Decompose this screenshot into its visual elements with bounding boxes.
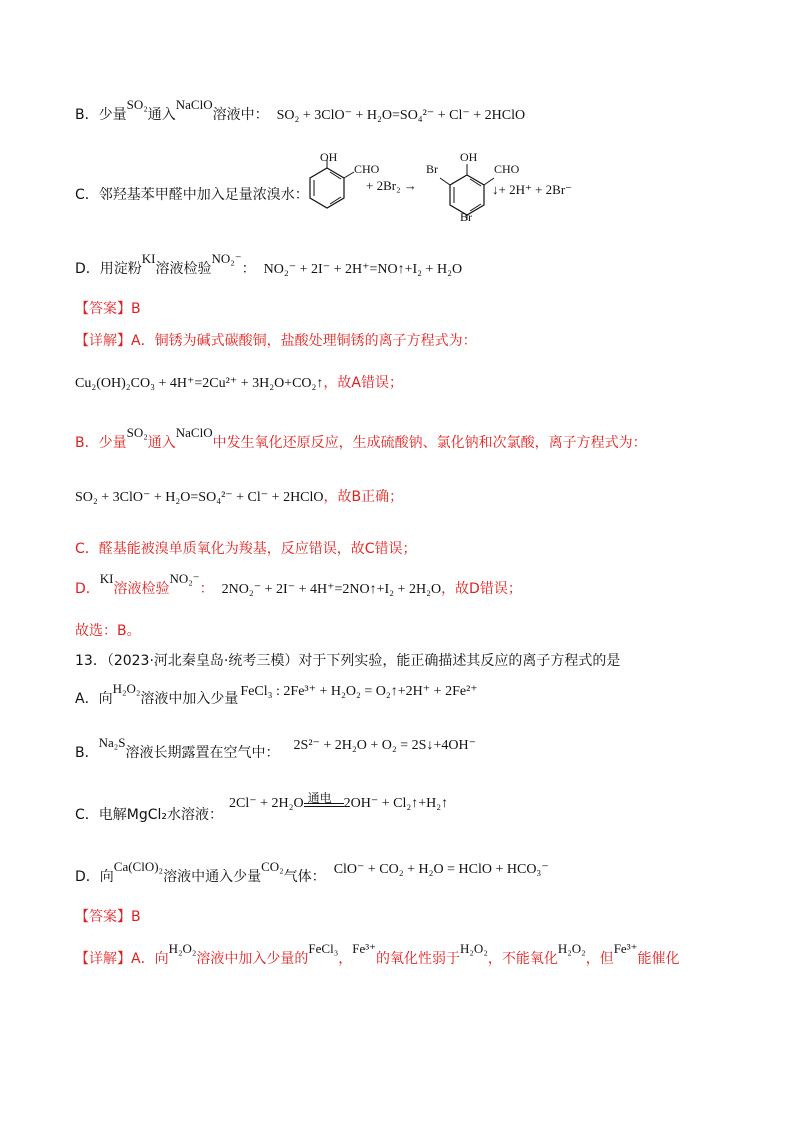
electrolysis-arrow (304, 791, 344, 807)
option-label: B． (75, 745, 99, 761)
text: ，不能氧化 (487, 951, 558, 967)
reagent-label: + 2Br₂ → (366, 178, 417, 193)
formula: Fe³⁺ (352, 941, 377, 956)
oh-label: OH (320, 150, 338, 164)
text: B．少量 (75, 435, 127, 451)
answer-line-2: 【答案】B (75, 909, 141, 925)
formula: NaClO (175, 97, 213, 112)
text: 中发生氧化还原反应，生成硫酸钠、氯化钠和次氯酸，离子方程式为： (212, 435, 647, 451)
equation: FeCl₃ : 2Fe³⁺ + H₂O₂ = O₂↑+2H⁺ + 2Fe²⁺ (240, 684, 478, 699)
reaction-structure (302, 150, 592, 225)
text: 用淀粉 (99, 261, 142, 277)
formula: SO₂ (126, 97, 148, 112)
equation: 2S²⁻ + 2H₂O + O₂ = 2S↓+4OH⁻ (293, 738, 476, 753)
formula: SO₂ (126, 425, 148, 440)
option-label: A． (75, 691, 99, 707)
option-label: C． (75, 807, 99, 823)
choose-line: 故选：B。 (75, 623, 141, 639)
condition-label: 通电 (307, 791, 332, 805)
products-label: ↓+ 2H⁺ + 2Br⁻ (492, 182, 573, 197)
detail-b-eq-line (75, 486, 403, 506)
text: 通入 (147, 435, 176, 451)
equation-right: 2OH⁻ + Cl₂↑+H₂↑ (343, 796, 449, 811)
bond-cho (344, 172, 354, 178)
detail-a-head: 【详解】A．铜锈为碱式碳酸铜，盐酸处理铜锈的离子方程式为： (75, 333, 477, 349)
oh-label: OH (460, 150, 478, 164)
text: ，但 (585, 951, 614, 967)
text: 邻羟基苯甲醛中加入足量浓溴水： (98, 187, 309, 203)
option-label: C． (75, 187, 99, 203)
text: 向 (98, 691, 113, 707)
text: 少量 (98, 107, 127, 123)
option-label: D． (75, 869, 100, 885)
text: ， (338, 951, 353, 967)
formula: Na₂S (98, 735, 126, 750)
detail-a-eq-line (75, 372, 403, 392)
text: 向 (99, 869, 114, 885)
formula: H₂O₂ (112, 681, 141, 696)
option-label: B． (75, 107, 99, 123)
formula: H₂O₂ (168, 941, 197, 956)
detail-2-line (75, 941, 680, 968)
formula: FeCl₃ (308, 941, 339, 956)
equation: Cu₂(OH)₂CO₃ + 4H⁺=2Cu²⁺ + 3H₂O+CO₂↑ (75, 376, 324, 391)
conclusion: ，故D错误； (441, 581, 522, 597)
formula: Ca(ClO)₂ (113, 859, 164, 874)
text: 【详解】A．向 (75, 951, 169, 967)
formula: NaClO (175, 425, 213, 440)
text: 通入 (147, 107, 176, 123)
q13-option-b (75, 735, 476, 762)
q13-option-a (75, 681, 478, 708)
formula: H₂O₂ (557, 941, 586, 956)
option-label: D． (75, 261, 100, 277)
answer-line: 【答案】B (75, 301, 141, 317)
cho-label: CHO (494, 162, 520, 176)
text: 的氧化性弱于 (376, 951, 461, 967)
equation: SO₂ + 3ClO⁻ + H₂O=SO₄²⁻ + Cl⁻ + 2HClO (75, 490, 324, 505)
q13-option-c (75, 791, 449, 824)
text: 溶液中加入少量 (140, 691, 239, 707)
br-label: Br (460, 210, 472, 224)
right-benzene-ring (450, 175, 484, 215)
text: 溶液中加入少量的 (196, 951, 309, 967)
text: 溶液中通入少量 (163, 869, 262, 885)
text: 溶液长期露置在空气中： (125, 745, 280, 761)
formula: CO₂ (261, 859, 284, 874)
conclusion: ，故A错误； (323, 375, 403, 391)
text: 溶液中： (212, 107, 269, 123)
formula: NO₂⁻ (169, 571, 200, 586)
detail-b-line (75, 425, 647, 452)
equation-left: 2Cl⁻ + 2H₂O (229, 796, 304, 811)
formula: Fe³⁺ (613, 941, 638, 956)
text: ： (199, 581, 214, 597)
text: ： (241, 261, 256, 277)
formula: KI (141, 251, 156, 266)
left-benzene-ring (310, 168, 344, 208)
text: D． (75, 581, 100, 597)
text: 溶液检验 (155, 261, 212, 277)
equation: NO₂⁻ + 2I⁻ + 2H⁺=NO↑+I₂ + H₂O (263, 262, 463, 277)
text: 电解MgCl₂水溶液： (98, 807, 224, 823)
equation: 2NO₂⁻ + 2I⁻ + 4H⁺=2NO↑+I₂ + 2H₂O (221, 582, 442, 597)
equation: ClO⁻ + CO₂ + H₂O = HClO + HCO₃⁻ (333, 862, 549, 877)
detail-d-line (75, 571, 522, 598)
bond-br (440, 178, 450, 185)
br-label: Br (426, 162, 438, 176)
text: 气体： (283, 869, 326, 885)
formula: KI (99, 571, 114, 586)
conclusion: ，故B正确； (323, 489, 404, 505)
text: 溶液检验 (113, 581, 170, 597)
text: 能催化 (637, 951, 680, 967)
option-c-line (75, 184, 309, 204)
question-13-stem: 13．（2023·河北秦皇岛·统考三模）对于下列实验，能正确描述其反应的离子方程式的是 (75, 653, 621, 669)
detail-c-line: C．醛基能被溴单质氧化为羧基，反应错误，故C错误； (75, 541, 417, 557)
formula: NO₂⁻ (211, 251, 242, 266)
option-b-line (75, 97, 526, 124)
formula: H₂O₂ (460, 941, 488, 956)
q13-option-d (75, 859, 549, 886)
cho-label: CHO (354, 162, 380, 176)
option-d-line (75, 251, 463, 278)
equation: SO₂ + 3ClO⁻ + H₂O=SO₄²⁻ + Cl⁻ + 2HClO (276, 108, 526, 123)
